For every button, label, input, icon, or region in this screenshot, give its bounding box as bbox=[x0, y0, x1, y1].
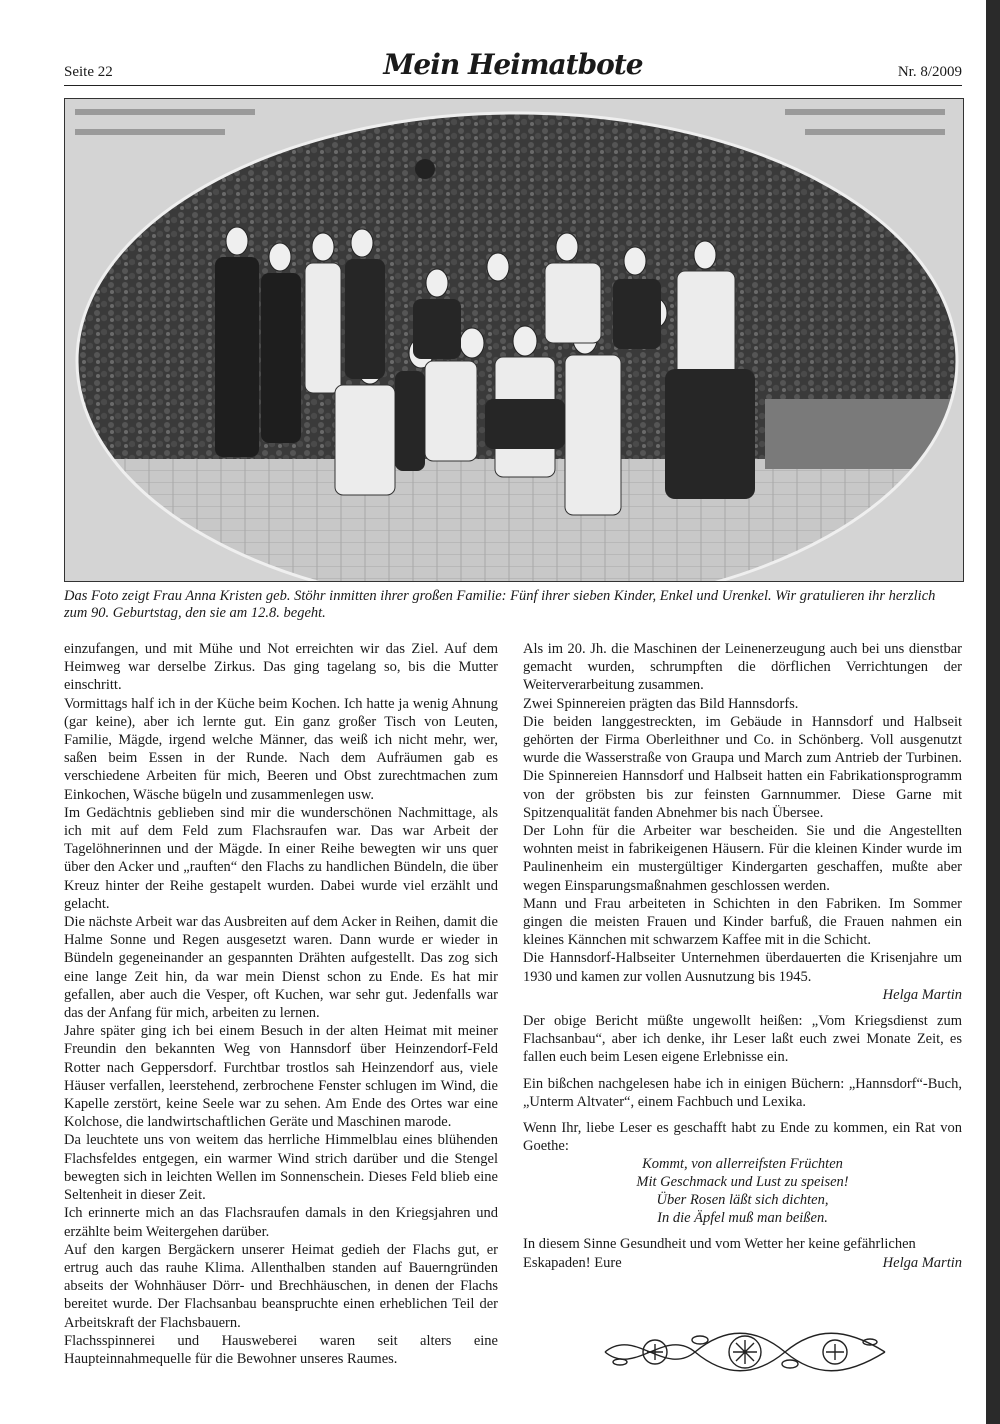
floral-ornament-icon bbox=[595, 1322, 895, 1382]
paragraph: Die nächste Arbeit war das Ausbreiten auf dem Acker in Reihen, damit die Halme Sonne und Regen ausgesetzt waren. Dann wurde er wieder in Bündeln gegeneinander an gespannten Drähten aufgestellt. Das zog sich eine lange Zeit hin, da war mein Dienst schon zu Ende. Es hat mir gefallen, aber auch die Vesper, oft Kuchen, war sehr gut. Jedenfalls war das der Anfang für mich, arbeiten zu lernen. bbox=[64, 914, 498, 1022]
scan-edge bbox=[986, 0, 1000, 1424]
paragraph: Mann und Frau arbeiteten in Schichten in den Fabriken. Im Sommer gingen die meisten Frauen und Kinder barfuß, die Frauen nahmen ein kleines Kännchen mit schwarzem Kaffee mit in die Schicht. bbox=[523, 895, 962, 949]
paragraph: Jahre später ging ich bei einem Besuch in der alten Heimat mit meiner Freundin den bekannten Weg von Hannsdorf über Heinzendorf-Feld Rotter nach Geppersdorf. Furchtbar trostlos sah Heinzendorf aus, viele Häuser verfallen, leerstehend, zerbrochene Fenster schlugen im Wind, die Kapelle zerstört, keine Seele war zu sehen. Am Ende des Ortes war eine Kolchose, die landwirtschaftlichen Geräte und Maschinen marode. bbox=[64, 1023, 498, 1131]
paragraph: Als im 20. Jh. die Maschinen der Leinenerzeugung auch bei uns dienstbar gemacht wurden, schrumpften die dörflichen Verrichtungen der Weiterverarbeitung zusammen. bbox=[523, 641, 962, 694]
editor-note: Der obige Bericht müßte ungewollt heißen: „Vom Kriegsdienst zum Flachsanbau“, aber ich denke, ihr Leser laßt euch zwei Monate Zeit, es fallen euch beim Lesen eigene Erlebnisse ein. bbox=[523, 1013, 962, 1066]
page-header bbox=[64, 48, 962, 88]
masthead-title: Mein Heimatbote bbox=[383, 48, 643, 81]
closing-text: Eskapaden! Eure bbox=[523, 1254, 622, 1271]
issue-number: Nr. 8/2009 bbox=[897, 64, 962, 80]
goethe-intro: Wenn Ihr, liebe Leser es geschafft habt zu Ende zu kommen, ein Rat von Goethe: bbox=[523, 1120, 962, 1155]
left-column bbox=[64, 640, 498, 1368]
paragraph: Vormittags half ich in der Küche beim Kochen. Ich hatte ja wenig Ahnung (gar keine), aber ich lernte gut. Ein ganz großer Tisch von Leuten, Familie, Mägde, irgend welche Männer, das weiß ich nicht mehr, wer, saßen beim Essen in der Runde. Nach dem Aufräumen gab es verschiedene Arbeiten für mich, Beeren und Obst zurechtmachen zum Einkochen, Wäsche bügeln und zusammenlegen usw. bbox=[64, 695, 498, 803]
goethe-poem bbox=[523, 1155, 962, 1227]
paragraph: Im Gedächtnis geblieben sind mir die wunderschönen Nachmittage, als ich mit auf dem Feld zum Flachsraufen war. Das war Arbeit der Tagelöhnerinnen und der Mägde. In einer Reihe bewegten wir uns quer über den Acker und „rauften“ den Flachs zu handlichen Bündeln, die über Kreuz hinter der Reihe gestapelt wurden. Dabei wurde viel erzählt und gelacht. bbox=[64, 804, 498, 912]
paragraph: Zwei Spinnereien prägten das Bild Hannsdorfs. bbox=[523, 695, 799, 712]
paragraph: Auf den kargen Bergäckern unserer Heimat gedieh der Flachs gut, er ertrug auch das rauhe Klima. Allenthalben standen auf Bauerngründen abseits der Wohnhäuser Dörr- und Brechhäuschen, in denen der Flachs bereitet wurde. Der Flachsanbau beanspruchte einen erheblichen Teil der Arbeitskraft der Flachsbauern. bbox=[64, 1241, 498, 1331]
paragraph: Die beiden langgestreckten, im Gebäude in Hannsdorf und Halbseit gehörten der Firma Oberleithner und Co. in Schönberg. Voll ausgenutzt wurde die Wasserstraße von Graupa und March zum Antrieb der Turbinen. Die Spinnereien Hannsdorf und Halbseit hatten ein Fabrikationsprogramm von der gröbsten bis zur feinsten Garnnummer. Diese Garne mit Spitzenqualität fanden Abnehmer bis nach Übersee. bbox=[523, 713, 962, 821]
right-column bbox=[523, 640, 962, 1272]
paragraph: Flachsspinnerei und Hausweberei waren seit alters eine Haupteinnahmequelle für die Bewohner unseres Raumes. bbox=[64, 1332, 498, 1367]
photo-caption: Das Foto zeigt Frau Anna Kristen geb. Stöhr inmitten ihrer großen Familie: Fünf ihrer sieben Kinder, Enkel und Urenkel. Wir gratulieren ihr herzlich zum 90. Geburtstag, den sie am 12.8. begeht. bbox=[64, 588, 936, 621]
poem-line: Mit Geschmack und Lust zu speisen! bbox=[636, 1174, 849, 1191]
paragraph: Der Lohn für die Arbeiter war bescheiden. Sie und die Angestellten wohnten meist in fabrikeigenen Häusern. Für die kleinen Kinder wurde im Paulinenheim ein mustergültiger Kindergarten geschaffen, mußte aber wegen Einsparungsmaßnahmen geschlossen werden. bbox=[523, 823, 962, 894]
header-divider bbox=[64, 85, 962, 86]
author-signature: Helga Martin bbox=[882, 1254, 962, 1271]
closing-signature-line bbox=[523, 1254, 962, 1272]
paragraph: Ich erinnerte mich an das Flachsraufen damals in den Kriegsjahren und erzählte beim Weitergehen darüber. bbox=[64, 1205, 498, 1240]
photo-illustration bbox=[65, 99, 963, 581]
page-number: Seite 22 bbox=[64, 64, 113, 80]
paragraph: einzufangen, und mit Mühe und Not erreichten wir das Ziel. Auf dem Heimweg war derselbe Zirkus. Das ging tagelang so, bis die Mutter einschritt. bbox=[64, 641, 498, 694]
poem-line: Über Rosen läßt sich dichten, bbox=[656, 1192, 829, 1209]
poem-line: In die Äpfel muß man beißen. bbox=[657, 1210, 828, 1227]
closing-line: In diesem Sinne Gesundheit und vom Wetter her keine gefährlichen bbox=[523, 1236, 916, 1253]
poem-line: Kommt, von allerreifsten Früchten bbox=[642, 1156, 843, 1173]
author-signature: Helga Martin bbox=[882, 986, 962, 1003]
family-photo bbox=[64, 98, 964, 582]
sources-note: Ein bißchen nachgelesen habe ich in einigen Büchern: „Hannsdorf“-Buch, „Unterm Altvater“, einem Fachbuch und Lexika. bbox=[523, 1075, 962, 1110]
paragraph: Die Hannsdorf-Halbseiter Unternehmen überdauerten die Krisenjahre um 1930 und kamen zur vollen Ausnutzung bis 1945. bbox=[523, 950, 962, 985]
paragraph: Da leuchtete uns von weitem das herrliche Himmelblau eines blühenden Flachsfeldes entgegen, ein warmer Wind strich darüber und die Stengel bewegten sich in leichten Wellen im Sonnenschein. Dieses Feld blieb eine Seltenheit in dieser Zeit. bbox=[64, 1132, 498, 1204]
